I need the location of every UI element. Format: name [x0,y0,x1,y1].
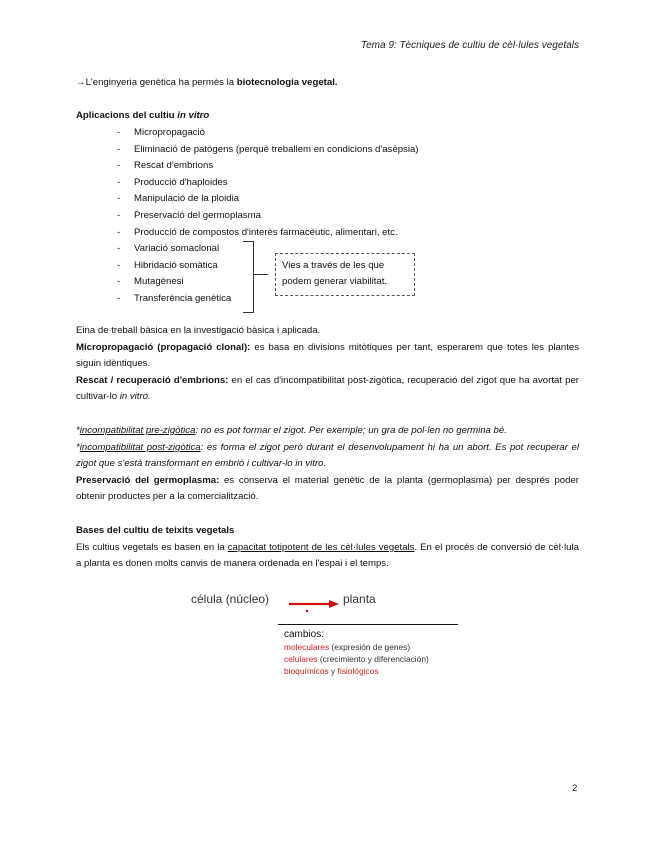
list-item: - Rescat d'embrions [117,160,214,172]
figure-dot [306,610,308,612]
figure-arrow-icon [289,600,339,608]
list-item: - Variació somaclonal [117,243,220,255]
para-rescat: Rescat / recuperació d'embrions: en el cas d'incompatibilitat post-zigòtica, recuperació del zigot que ha avortat per cultivar-lo in vitro. [76,375,579,402]
figure-plant-label: planta [343,592,376,606]
figure-change-biochemical: bioquímicos y fisiológicos [284,666,379,676]
para-germoplasma: Preservació del germoplasma: es conserva el material genètic de la planta (germoplasma) per després poder obtenir productes per a la comercialització. [76,475,579,502]
page-header: Tema 9: Tècniques de cultiu de cèl·lules vegetals [360,40,579,51]
list-item: - Micropropagació [117,127,205,138]
figure-divider [278,624,458,625]
para-bases: Els cultius vegetals es basen en la capacitat totipotent de les cèl·lules vegetals. En el procés de conversió de cèl·lula a planta es donen molts canvis de manera ordenada en l'espai i el temps. [76,542,579,569]
figure-cell-label: célula (núcleo) [191,592,270,606]
figure-change-molecular: moleculares (expresión de genes) [284,642,411,652]
figure-change-cellular: celulares (crecimiento y diferenciación) [284,654,429,664]
note-post-zigotica: *incompatibilitat post-zigòtica: es forma el zigot però durant el desenvolupament hi ha un abort. Es pot recuperar el zigot que s'està transformant en embrió i cultivar-lo in vitro. [76,442,579,469]
bracket [243,241,254,313]
figure-changes-title: cambios: [284,629,325,640]
bracket-connector [253,274,268,275]
list-item: - Producció de compostos d'interès farmacèutic, alimentari, etc. [117,226,398,238]
arrow-icon: → [76,77,86,88]
list-item: - Transferència genètica [117,292,232,304]
applications-heading: Aplicacions del cultiu in vitro [76,110,210,121]
list-item: - Producció d'haploides [117,176,228,188]
list-item: - Eliminació de patògens (perquè treballem en condicions d'asèpsia) [117,143,419,155]
intro-line: →L'enginyeria genètica ha permès la biotecnologia vegetal. [76,77,338,88]
para-eina: Eina de treball bàsica en la investigació bàsica i aplicada. [76,325,321,336]
list-item: - Preservació del germoplasma [117,209,261,221]
page-number: 2 [572,783,578,794]
list-item: - Mutagènesi [117,276,184,288]
para-micropropagacio: Micropropagació (propagació clonal): es basa en divisions mitòtiques per tant, esperarem que totes les plantes siguin idèntiques. [76,342,579,369]
intro-bold: biotecnologia vegetal. [236,77,338,88]
note-box: Vies a través de les que podem generar viabilitat. [275,253,415,296]
list-item: - Manipulació de la ploidia [117,193,240,205]
note-pre-zigotica: *incompatibilitat pre-zigòtica: no es pot formar el zigot. Per exemple; un gra de pol·len no germina bé. [76,425,507,436]
list-item: - Hibridació somàtica [117,259,218,271]
bases-heading: Bases del cultiu de teixits vegetals [76,525,235,536]
